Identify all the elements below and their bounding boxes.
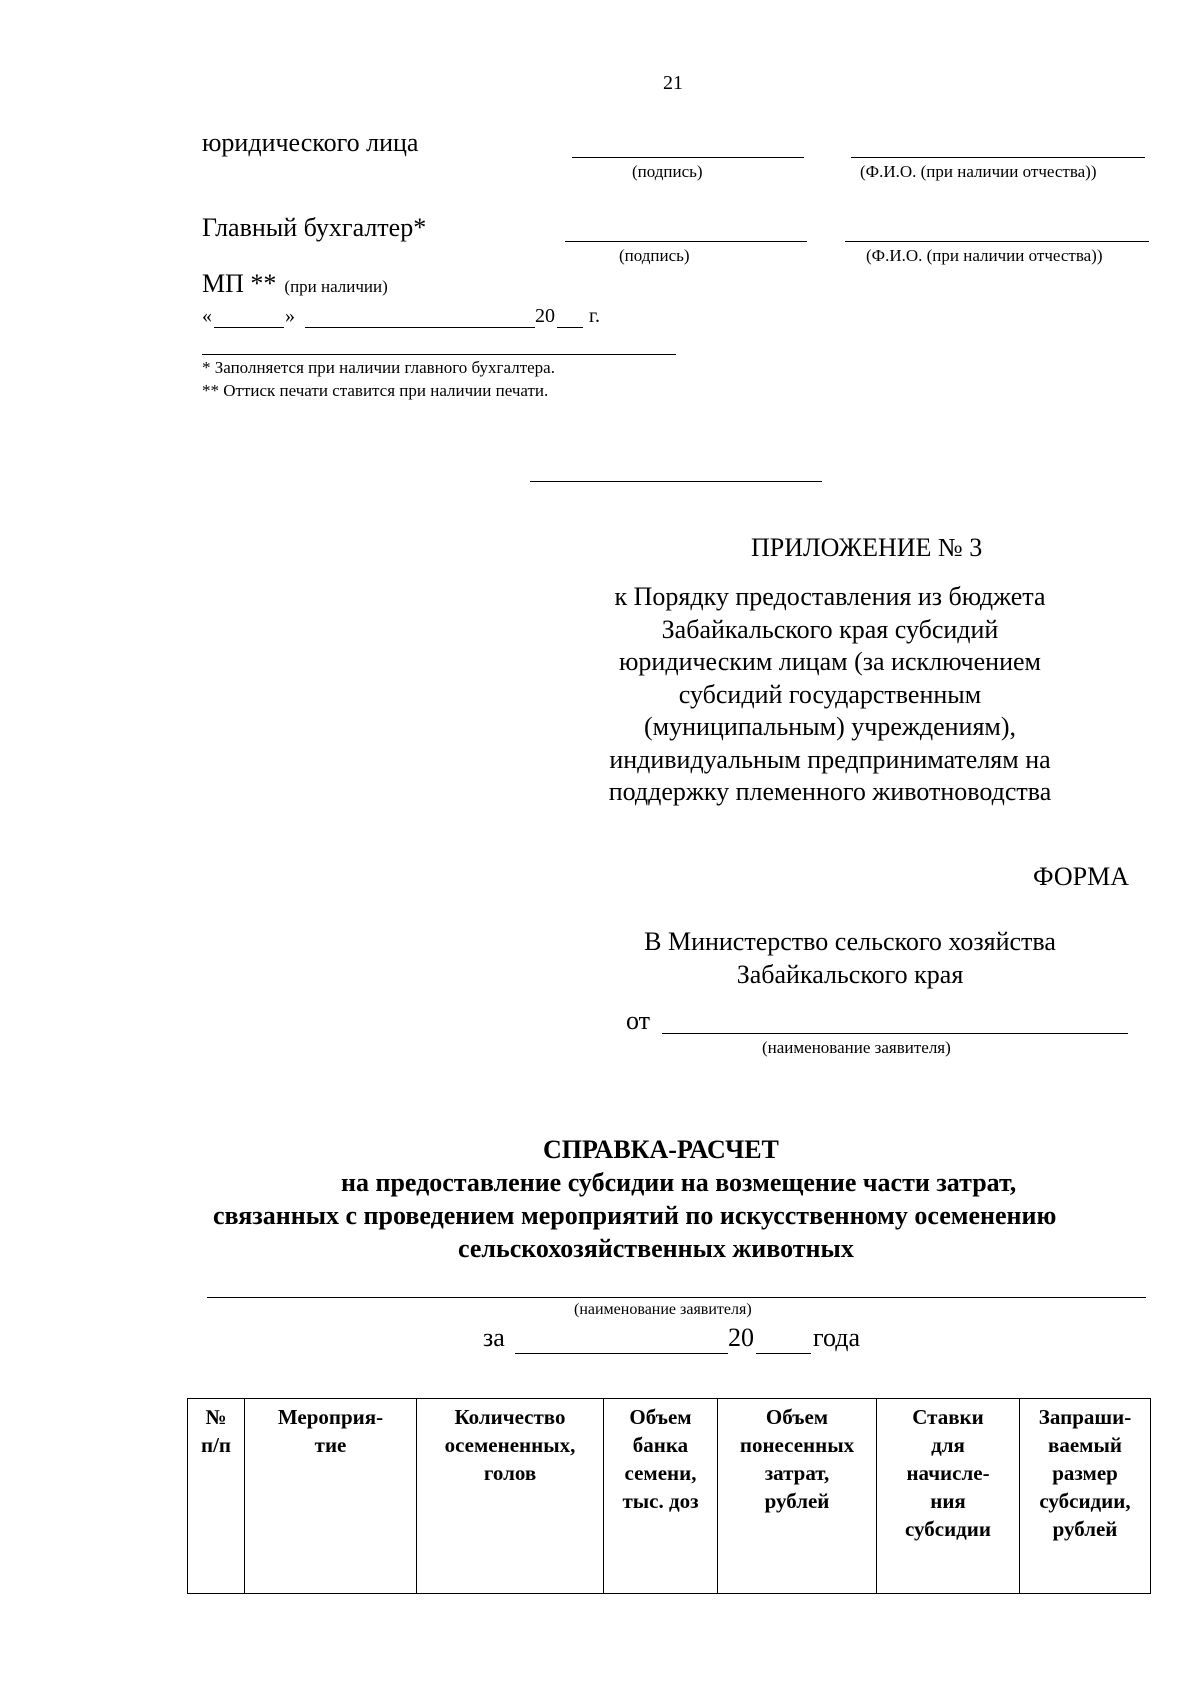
column-header-semen-bank-volume: Объем банка семени, тыс. доз (604, 1399, 718, 1594)
table-header-row (188, 1399, 1151, 1594)
calculation-table (187, 1398, 1151, 1594)
period-line (515, 1353, 728, 1354)
recipient-line: В Министерство сельского хозяйства (644, 927, 1056, 956)
document-title: СПРАВКА-РАСЧЕТ (543, 1135, 779, 1164)
column-header-subsidy-rates: Ставки для начисле- ния субсидии (877, 1399, 1020, 1594)
signature-line-2 (565, 241, 807, 242)
column-header-inseminated-count: Количество осемененных, голов (417, 1399, 604, 1594)
page-number: 21 (663, 72, 683, 94)
recipient-block (610, 925, 1090, 991)
period-suffix: года (813, 1323, 861, 1352)
recipient-line: Забайкальского края (736, 960, 964, 989)
column-header-activity: Мероприя- тие (245, 1399, 417, 1594)
date-suffix: г. (589, 305, 600, 327)
fio-line-1 (851, 157, 1145, 158)
from-caption: (наименование заявителя) (762, 1038, 951, 1057)
mp-label: МП ** (202, 269, 277, 298)
appendix-line: поддержку племенного животноводства (608, 777, 1052, 806)
column-header-costs-volume: Объем понесенных затрат, рублей (718, 1399, 877, 1594)
column-header-number: № п/п (188, 1399, 245, 1594)
mp-row (202, 269, 388, 299)
appendix-line: юридическим лицам (за исключением (619, 647, 1041, 676)
applicant-caption: (наименование заявителя) (574, 1301, 752, 1318)
appendix-title: ПРИЛОЖЕНИЕ № 3 (751, 533, 983, 562)
date-year-line (557, 327, 583, 328)
section-separator (530, 481, 822, 482)
signature-caption-2: (подпись) (619, 246, 690, 265)
appendix-line: Забайкальского края субсидий (661, 614, 999, 644)
appendix-text (590, 581, 1070, 809)
footnote-divider (202, 354, 676, 355)
column-header-requested-subsidy: Запраши- ваемый размер субсидии, рублей (1020, 1399, 1151, 1594)
signature-line-1 (572, 157, 804, 158)
date-month-line (305, 327, 535, 328)
appendix-line: индивидуальным предпринимателям на (609, 744, 1051, 774)
footnote-1: * Заполняется при наличии главного бухгалтера. (202, 358, 555, 377)
fio-caption-1: (Ф.И.О. (при наличии отчества)) (860, 162, 1097, 181)
appendix-line: субсидий государственным (678, 679, 982, 709)
date-open-quote: « (202, 305, 212, 327)
head-label: юридического лица (202, 128, 419, 157)
date-close-quote: » (285, 305, 295, 327)
date-day-line (214, 327, 284, 328)
mp-note: (при наличии) (284, 277, 388, 296)
from-label: от (626, 1006, 651, 1035)
footnote-2: ** Оттиск печати ставится при наличии печати. (202, 381, 549, 400)
applicant-line (207, 1297, 1146, 1298)
title-line-1: на предоставление субсидии на возмещение части затрат, (341, 1168, 1017, 1197)
appendix-line: к Порядку предоставления из бюджета (614, 582, 1046, 611)
period-year: 20 (728, 1323, 754, 1352)
period-prefix: за (483, 1323, 505, 1352)
title-line-2: связанных с проведением мероприятий по искусственному осеменению (213, 1201, 1057, 1230)
from-line (662, 1033, 1128, 1034)
signature-caption-1: (подпись) (632, 162, 703, 181)
title-line-3: сельскохозяйственных животных (458, 1234, 854, 1263)
form-label: ФОРМА (1033, 862, 1129, 891)
date-year: 20 (535, 305, 555, 327)
appendix-line: (муниципальным) учреждениям), (643, 712, 1017, 741)
period-year-line (756, 1353, 811, 1354)
fio-caption-2: (Ф.И.О. (при наличии отчества)) (866, 246, 1103, 265)
fio-line-2 (845, 241, 1149, 242)
accountant-label: Главный бухгалтер* (202, 213, 427, 242)
